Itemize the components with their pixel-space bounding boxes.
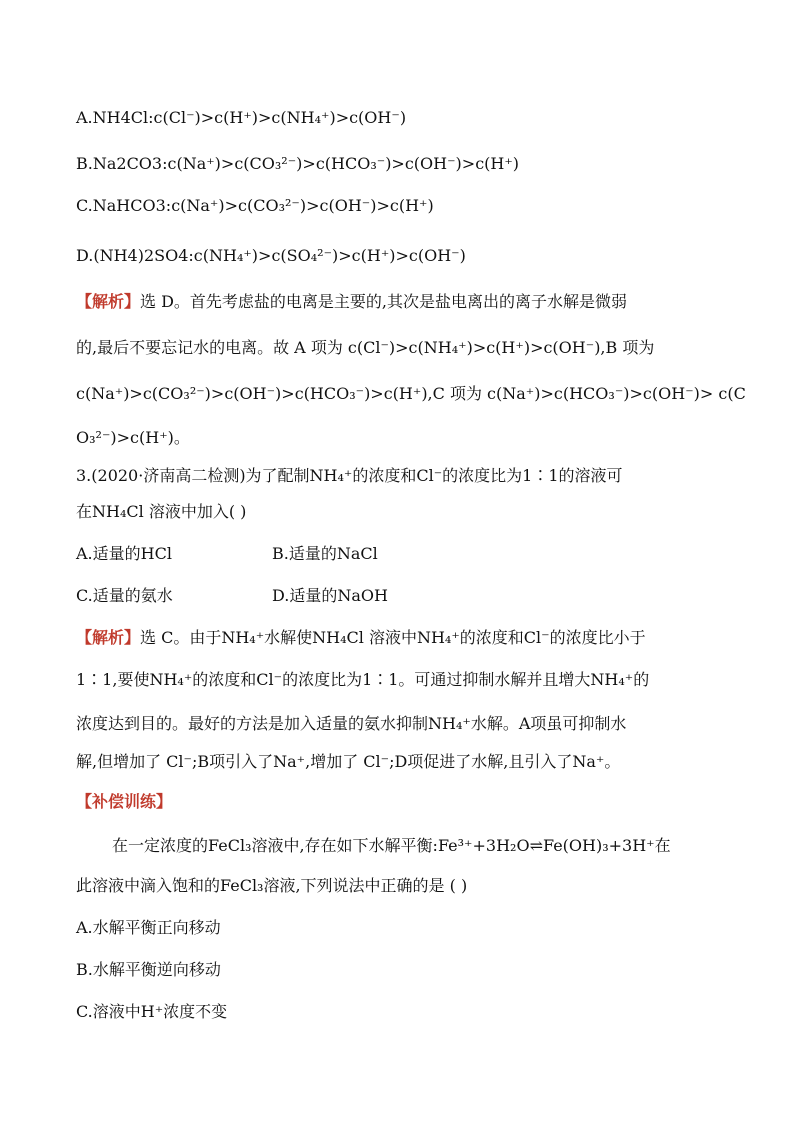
supplement-line1: 在一定浓度的FeCl₃溶液中,存在如下水解平衡:Fe³⁺+3H₂O⇌Fe(OH)₃+3H⁺在 [112,836,671,855]
analysis3-line1: 【解析】选 C。由于NH₄⁺水解使NH₄Cl 溶液中NH₄⁺的浓度和Cl⁻的浓度比小于 [76,628,646,647]
option-3b: B.适量的NaCl [272,544,378,563]
options-row-1 [76,542,734,566]
supplement-tag: 【补偿训练】 [76,792,173,811]
analysis2-line4: O₃²⁻)>c(H⁺)。 [76,428,190,447]
analysis3-line3: 浓度达到目的。最好的方法是加入适量的氨水抑制NH₄⁺水解。A项虽可抑制水 [76,714,627,733]
supplement-option-b: B.水解平衡逆向移动 [76,960,221,979]
option-2c: C.NaHCO3:c(Na⁺)>c(CO₃²⁻)>c(OH⁻)>c(H⁺) [76,196,434,215]
supplement-line2: 此溶液中滴入饱和的FeCl₃溶液,下列说法中正确的是 ( ) [76,876,468,895]
supplement-option-a: A.水解平衡正向移动 [76,918,221,937]
supplement-option-c: C.溶液中H⁺浓度不变 [76,1002,228,1021]
analysis3-line4: 解,但增加了 Cl⁻;B项引入了Na⁺,增加了 Cl⁻;D项促进了水解,且引入了Na⁺。 [76,752,621,771]
analysis3-line2: 1∶1,要使NH₄⁺的浓度和Cl⁻的浓度比为1∶1。可通过抑制水解并且增大NH₄⁺的 [76,670,650,689]
analysis-tag: 【解析】 [76,292,141,311]
option-3c: C.适量的氨水 [76,586,173,605]
analysis-tag: 【解析】 [76,628,141,647]
analysis2-line2: 的,最后不要忘记水的电离。故 A 项为 c(Cl⁻)>c(NH₄⁺)>c(H⁺)>c(OH⁻),B 项为 [76,338,655,357]
option-3d: D.适量的NaOH [272,586,388,605]
option-2a: A.NH4Cl:c(Cl⁻)>c(H⁺)>c(NH₄⁺)>c(OH⁻) [76,108,407,127]
analysis2-line1: 【解析】选 D。首先考虑盐的电离是主要的,其次是盐电离出的离子水解是微弱 [76,292,628,311]
option-2b: B.Na2CO3:c(Na⁺)>c(CO₃²⁻)>c(HCO₃⁻)>c(OH⁻)>c(H⁺) [76,154,520,173]
option-3a: A.适量的HCl [76,544,172,563]
options-row-2 [76,584,734,608]
question3-line1: 3.(2020·济南高二检测)为了配制NH₄⁺的浓度和Cl⁻的浓度比为1∶1的溶液可 [76,466,623,485]
analysis2-line3: c(Na⁺)>c(CO₃²⁻)>c(OH⁻)>c(HCO₃⁻)>c(H⁺),C 项为 c(Na⁺)>c(HCO₃⁻)>c(OH⁻)> c(C [76,384,746,403]
option-2d: D.(NH4)2SO4:c(NH₄⁺)>c(SO₄²⁻)>c(H⁺)>c(OH⁻) [76,246,466,265]
question3-line2: 在NH₄Cl 溶液中加入( ) [76,502,247,521]
